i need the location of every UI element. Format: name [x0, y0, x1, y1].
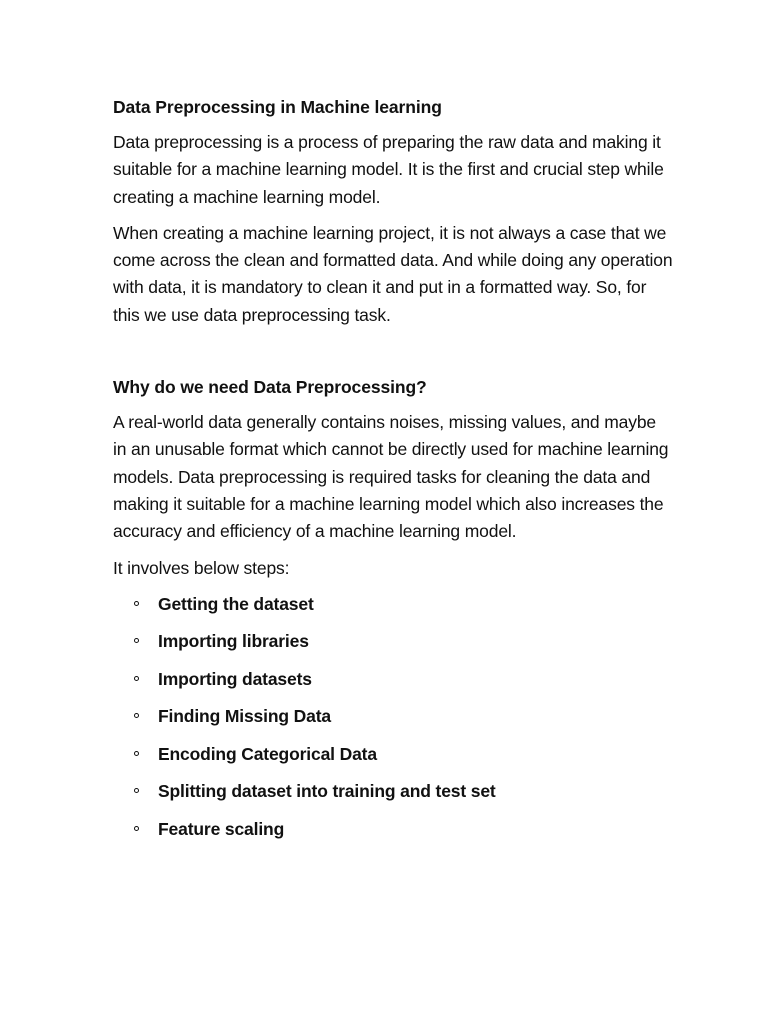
- paragraph-steps-intro: It involves below steps:: [113, 557, 290, 578]
- step-item: [113, 591, 673, 618]
- paragraph-why: A real-world data generally contains noises, missing values, and maybe in an unusable format which cannot be directly used for machine learning models. Data preprocessing is required tasks for cleaning the data and making it suitable for a machine learning model which also increases the accuracy and efficiency of a machine learning model.: [113, 412, 669, 542]
- document-body: [113, 94, 673, 853]
- step-item: [113, 778, 673, 805]
- step-item: [113, 703, 673, 730]
- step-label: Feature scaling: [158, 818, 285, 839]
- step-label: Encoding Categorical Data: [158, 743, 377, 764]
- steps-list: [113, 591, 673, 843]
- step-label: Importing datasets: [158, 668, 312, 689]
- circle-bullet-icon: [134, 826, 139, 831]
- paragraph-definition: Data preprocessing is a process of preparing the raw data and making it suitable for a machine learning model. It is the first and crucial step while creating a machine learning model.: [113, 132, 664, 207]
- step-label: Importing libraries: [158, 631, 309, 652]
- step-item: [113, 816, 673, 843]
- step-item: [113, 628, 673, 655]
- section-spacer: [113, 338, 673, 374]
- circle-bullet-icon: [134, 788, 139, 793]
- step-label: Splitting dataset into training and test set: [158, 781, 496, 802]
- paragraph-context: When creating a machine learning project, it is not always a case that we come across the clean and formatted data. And while doing any operation with data, it is mandatory to clean it and put in a formatted way. So, for this we use data preprocessing task.: [113, 222, 673, 325]
- step-label: Getting the dataset: [158, 593, 314, 614]
- circle-bullet-icon: [134, 751, 139, 756]
- section-title-why: Why do we need Data Preprocessing?: [113, 377, 427, 398]
- circle-bullet-icon: [134, 676, 139, 681]
- step-label: Finding Missing Data: [158, 706, 331, 727]
- circle-bullet-icon: [134, 638, 139, 643]
- step-item: [113, 666, 673, 693]
- step-item: [113, 741, 673, 768]
- circle-bullet-icon: [134, 601, 139, 606]
- circle-bullet-icon: [134, 713, 139, 718]
- section-title-preprocessing: Data Preprocessing in Machine learning: [113, 97, 442, 117]
